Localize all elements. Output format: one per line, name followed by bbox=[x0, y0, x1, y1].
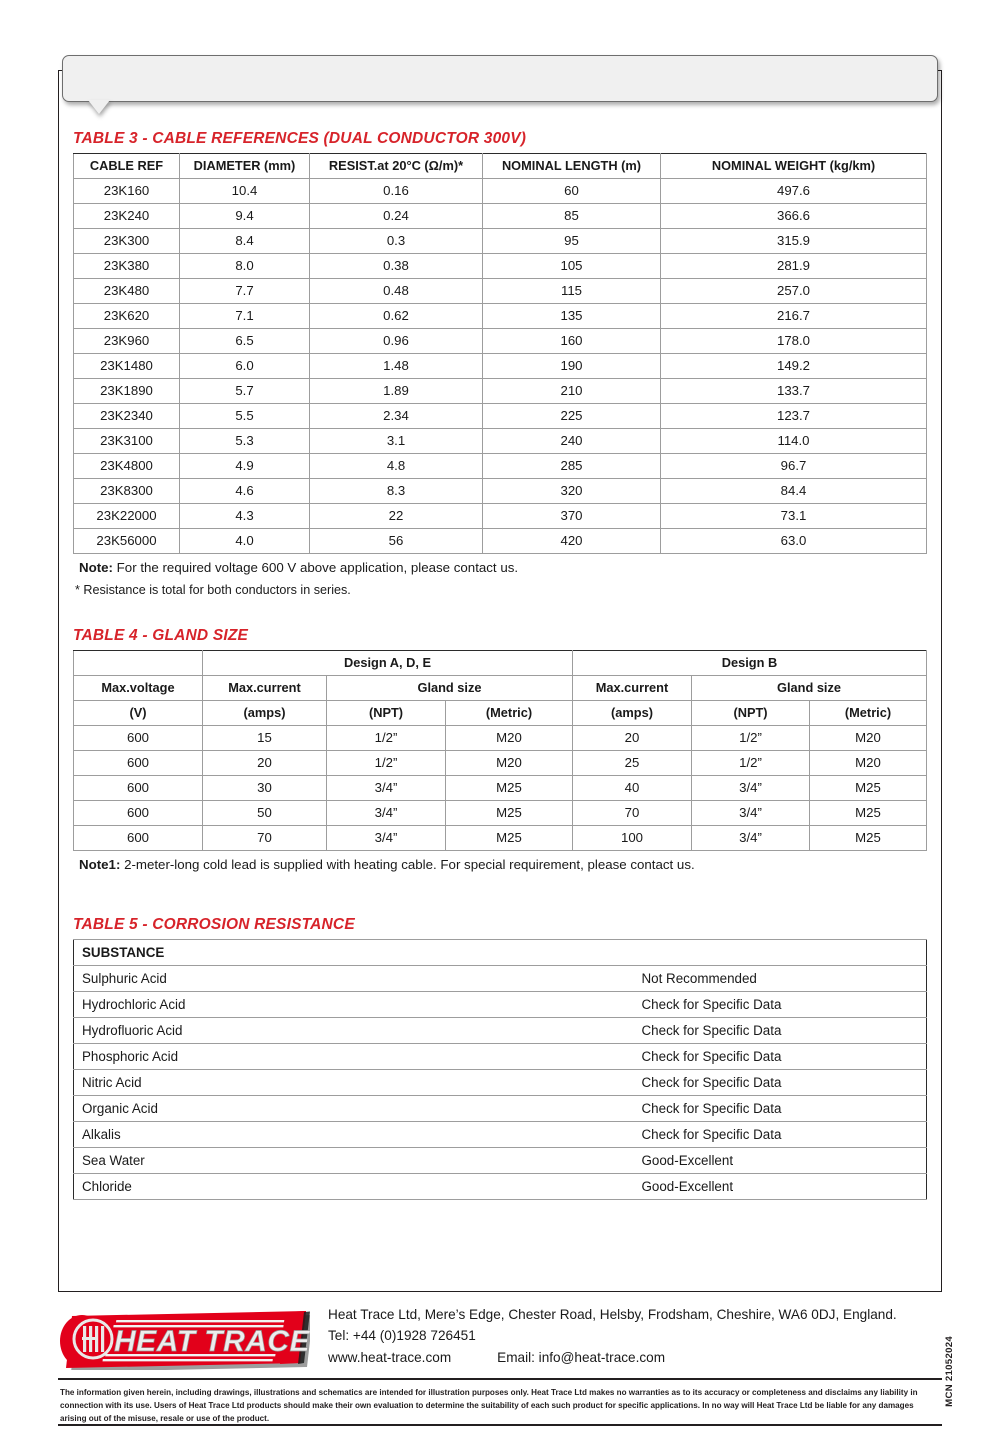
table4-note bbox=[73, 857, 926, 872]
table4-gland-size bbox=[73, 650, 927, 851]
table4-cell: M25 bbox=[446, 801, 573, 826]
table3-cell: 135 bbox=[483, 304, 661, 329]
table4-cell: 1/2” bbox=[327, 726, 446, 751]
table-row bbox=[74, 1018, 927, 1044]
table-row bbox=[74, 801, 927, 826]
table3-cell: 6.0 bbox=[180, 354, 310, 379]
table5-resistance-cell: Not Recommended bbox=[634, 966, 927, 992]
table4-cell: 1/2” bbox=[692, 751, 810, 776]
table5-substance-cell: Sulphuric Acid bbox=[74, 966, 634, 992]
table3-cell: 23K240 bbox=[74, 204, 180, 229]
table5-substance-cell: Phosphoric Acid bbox=[74, 1044, 634, 1070]
table4-cell: 3/4” bbox=[692, 776, 810, 801]
table3-cell: 105 bbox=[483, 254, 661, 279]
company-address-block bbox=[328, 1304, 988, 1368]
table4-cell: 600 bbox=[74, 751, 203, 776]
table4-cell: M25 bbox=[446, 826, 573, 851]
table3-cell: 23K1890 bbox=[74, 379, 180, 404]
table3-cell: 216.7 bbox=[661, 304, 927, 329]
table4-cell: M20 bbox=[810, 751, 927, 776]
table-row bbox=[74, 1174, 927, 1200]
table3-cell: 257.0 bbox=[661, 279, 927, 304]
table4-cell: 30 bbox=[203, 776, 327, 801]
footer-divider-top bbox=[58, 1378, 942, 1380]
table5-header-row bbox=[74, 940, 927, 966]
table4-unit-row bbox=[74, 701, 927, 726]
table3-cell: 0.96 bbox=[310, 329, 483, 354]
table3-cell: 22 bbox=[310, 504, 483, 529]
table3-cell: 7.1 bbox=[180, 304, 310, 329]
table3-cell: 366.6 bbox=[661, 204, 927, 229]
table3-cell: 1.48 bbox=[310, 354, 483, 379]
table3-cell: 63.0 bbox=[661, 529, 927, 554]
table-row bbox=[74, 429, 927, 454]
table5-resistance-cell: Check for Specific Data bbox=[634, 1044, 927, 1070]
table4-cell: M20 bbox=[446, 751, 573, 776]
table3-cell: 96.7 bbox=[661, 454, 927, 479]
table3-cell: 285 bbox=[483, 454, 661, 479]
table4-cell: 600 bbox=[74, 726, 203, 751]
table4-cell: 600 bbox=[74, 826, 203, 851]
table3-cell: 370 bbox=[483, 504, 661, 529]
table4-unit-cell: (NPT) bbox=[327, 701, 446, 726]
table4-group-blank bbox=[74, 651, 203, 676]
table4-note-label: Note1: bbox=[79, 857, 121, 872]
table3-cell: 23K620 bbox=[74, 304, 180, 329]
table-row bbox=[74, 329, 927, 354]
table-row bbox=[74, 379, 927, 404]
table3-cell: 6.5 bbox=[180, 329, 310, 354]
table4-cell: 70 bbox=[573, 801, 692, 826]
table3-title: TABLE 3 - CABLE REFERENCES (DUAL CONDUCTOR 300V) bbox=[73, 130, 527, 147]
table3-header-row bbox=[74, 154, 927, 179]
table3-cell: 23K480 bbox=[74, 279, 180, 304]
table4-cell: 20 bbox=[203, 751, 327, 776]
table3-cell: 23K300 bbox=[74, 229, 180, 254]
table3-cell: 23K2340 bbox=[74, 404, 180, 429]
table4-unit-cell: (NPT) bbox=[692, 701, 810, 726]
table5-substance-cell: Organic Acid bbox=[74, 1096, 634, 1122]
table-row bbox=[74, 354, 927, 379]
table3-cell: 4.9 bbox=[180, 454, 310, 479]
table-row bbox=[74, 1070, 927, 1096]
table3-cell: 133.7 bbox=[661, 379, 927, 404]
table3-cell: 23K160 bbox=[74, 179, 180, 204]
table3-cell: 420 bbox=[483, 529, 661, 554]
table3-cell: 190 bbox=[483, 354, 661, 379]
table5-corrosion-resistance bbox=[73, 939, 927, 1200]
table4-cell: 20 bbox=[573, 726, 692, 751]
table4-cell: 1/2” bbox=[692, 726, 810, 751]
table-row bbox=[74, 504, 927, 529]
table3-cell: 240 bbox=[483, 429, 661, 454]
table3-cell: 1.89 bbox=[310, 379, 483, 404]
table4-cell: 600 bbox=[74, 801, 203, 826]
table5-substance-cell: Chloride bbox=[74, 1174, 634, 1200]
document-code: MCN 21052024 bbox=[944, 1336, 955, 1407]
table4-cell: 3/4” bbox=[692, 826, 810, 851]
document-content bbox=[73, 130, 926, 1200]
table3-note-label: Note: bbox=[79, 560, 113, 575]
table3-cell: 320 bbox=[483, 479, 661, 504]
heat-trace-logo-wordmark: HEAT TRACE bbox=[114, 1325, 310, 1358]
table3-cell: 0.48 bbox=[310, 279, 483, 304]
table3-body bbox=[74, 179, 927, 554]
table-row bbox=[74, 1044, 927, 1070]
table5-resistance-cell: Check for Specific Data bbox=[634, 992, 927, 1018]
table-row bbox=[74, 479, 927, 504]
table3-cell: 0.16 bbox=[310, 179, 483, 204]
table3-cell: 3.1 bbox=[310, 429, 483, 454]
table4-sub-gland-size-b: Gland size bbox=[692, 676, 927, 701]
table3-cell: 5.5 bbox=[180, 404, 310, 429]
table3-cell: 23K56000 bbox=[74, 529, 180, 554]
table5-resistance-cell: Good-Excellent bbox=[634, 1174, 927, 1200]
table3-cell: 23K960 bbox=[74, 329, 180, 354]
table4-subheader-row bbox=[74, 676, 927, 701]
table4-cell: 1/2” bbox=[327, 751, 446, 776]
table3-footnote: * Resistance is total for both conductors in series. bbox=[75, 583, 351, 597]
table-row bbox=[74, 254, 927, 279]
table-row bbox=[74, 1122, 927, 1148]
table5-resistance-cell: Good-Excellent bbox=[634, 1148, 927, 1174]
heat-trace-logo bbox=[58, 1308, 310, 1370]
table3-cell: 4.8 bbox=[310, 454, 483, 479]
table3-cell: 95 bbox=[483, 229, 661, 254]
table3-cable-references bbox=[73, 153, 927, 554]
table3-cell: 60 bbox=[483, 179, 661, 204]
table-row bbox=[74, 776, 927, 801]
table3-cell: 115 bbox=[483, 279, 661, 304]
table-row bbox=[74, 279, 927, 304]
table4-cell: 40 bbox=[573, 776, 692, 801]
table4-cell: 50 bbox=[203, 801, 327, 826]
heat-trace-logo-icon bbox=[58, 1308, 310, 1370]
table4-unit-cell: (Metric) bbox=[810, 701, 927, 726]
table3-header-cell: NOMINAL WEIGHT (kg/km) bbox=[661, 154, 927, 179]
table-row bbox=[74, 229, 927, 254]
table3-cell: 73.1 bbox=[661, 504, 927, 529]
table4-sub-max-current-a: Max.current bbox=[203, 676, 327, 701]
table4-unit-cell: (Metric) bbox=[446, 701, 573, 726]
table3-cell: 10.4 bbox=[180, 179, 310, 204]
table3-note-text: For the required voltage 600 V above application, please contact us. bbox=[112, 560, 519, 575]
table3-cell: 23K4800 bbox=[74, 454, 180, 479]
table-row bbox=[74, 204, 927, 229]
table-row bbox=[74, 1148, 927, 1174]
table3-cell: 225 bbox=[483, 404, 661, 429]
table3-cell: 315.9 bbox=[661, 229, 927, 254]
table4-sub-max-voltage: Max.voltage bbox=[74, 676, 203, 701]
table4-group-design-ade: Design A, D, E bbox=[203, 651, 573, 676]
table5-body bbox=[74, 966, 927, 1200]
table3-header-cell: NOMINAL LENGTH (m) bbox=[483, 154, 661, 179]
table5-substance-cell: Hydrochloric Acid bbox=[74, 992, 634, 1018]
table-row bbox=[74, 179, 927, 204]
table3-cell: 56 bbox=[310, 529, 483, 554]
table5-title: TABLE 5 - CORROSION RESISTANCE bbox=[73, 916, 355, 933]
table5-substance-cell: Nitric Acid bbox=[74, 1070, 634, 1096]
table4-group-row bbox=[74, 651, 927, 676]
company-email[interactable]: Email: info@heat-trace.com bbox=[497, 1349, 666, 1365]
table-row bbox=[74, 992, 927, 1018]
company-telephone: Tel: +44 (0)1928 726451 bbox=[328, 1328, 476, 1344]
company-address-line: Heat Trace Ltd, Mere’s Edge, Chester Road, Helsby, Frodsham, Cheshire, WA6 0DJ, England. bbox=[328, 1307, 897, 1322]
table4-sub-max-current-b: Max.current bbox=[573, 676, 692, 701]
banner-pointer-icon bbox=[88, 100, 110, 114]
table3-cell: 281.9 bbox=[661, 254, 927, 279]
table4-cell: M20 bbox=[446, 726, 573, 751]
table3-cell: 0.38 bbox=[310, 254, 483, 279]
table3-cell: 8.3 bbox=[310, 479, 483, 504]
table5-substance-cell: Sea Water bbox=[74, 1148, 634, 1174]
table-row bbox=[74, 826, 927, 851]
table3-header-cell: CABLE REF bbox=[74, 154, 180, 179]
table3-cell: 8.4 bbox=[180, 229, 310, 254]
table3-cell: 84.4 bbox=[661, 479, 927, 504]
table4-cell: M25 bbox=[446, 776, 573, 801]
table3-cell: 23K8300 bbox=[74, 479, 180, 504]
table3-cell: 160 bbox=[483, 329, 661, 354]
table3-cell: 23K1480 bbox=[74, 354, 180, 379]
table5-resistance-cell: Check for Specific Data bbox=[634, 1122, 927, 1148]
table3-cell: 497.6 bbox=[661, 179, 927, 204]
table4-cell: M25 bbox=[810, 826, 927, 851]
table-row bbox=[74, 304, 927, 329]
table4-body bbox=[74, 726, 927, 851]
table3-cell: 123.7 bbox=[661, 404, 927, 429]
table3-cell: 4.0 bbox=[180, 529, 310, 554]
table4-sub-gland-size-a: Gland size bbox=[327, 676, 573, 701]
table3-note bbox=[73, 560, 926, 575]
table-row bbox=[74, 1096, 927, 1122]
table4-cell: 15 bbox=[203, 726, 327, 751]
table4-cell: 3/4” bbox=[327, 826, 446, 851]
table3-cell: 7.7 bbox=[180, 279, 310, 304]
table4-note-text: 2-meter-long cold lead is supplied with heating cable. For special requirement, please contact us. bbox=[120, 857, 695, 872]
table5-header-substance: SUBSTANCE bbox=[74, 940, 927, 966]
table4-cell: 600 bbox=[74, 776, 203, 801]
table4-cell: 70 bbox=[203, 826, 327, 851]
table3-cell: 23K22000 bbox=[74, 504, 180, 529]
table-row bbox=[74, 404, 927, 429]
table4-cell: 100 bbox=[573, 826, 692, 851]
table4-unit-cell: (V) bbox=[74, 701, 203, 726]
footer-divider-bottom bbox=[58, 1424, 942, 1426]
table4-cell: 25 bbox=[573, 751, 692, 776]
company-website[interactable]: www.heat-trace.com bbox=[328, 1349, 452, 1365]
table-row bbox=[74, 726, 927, 751]
table4-cell: M25 bbox=[810, 776, 927, 801]
table4-group-design-b: Design B bbox=[573, 651, 927, 676]
table4-cell: M25 bbox=[810, 801, 927, 826]
table-row bbox=[74, 529, 927, 554]
table3-cell: 5.7 bbox=[180, 379, 310, 404]
table3-cell: 178.0 bbox=[661, 329, 927, 354]
table4-cell: 3/4” bbox=[327, 776, 446, 801]
table3-cell: 0.3 bbox=[310, 229, 483, 254]
table-row bbox=[74, 966, 927, 992]
table5-resistance-cell: Check for Specific Data bbox=[634, 1018, 927, 1044]
table3-cell: 0.62 bbox=[310, 304, 483, 329]
table3-cell: 4.6 bbox=[180, 479, 310, 504]
table4-cell: 3/4” bbox=[327, 801, 446, 826]
legal-disclaimer: The information given herein, including drawings, illustrations and schematics are intended for illustration purposes only. Heat Trace Ltd makes no warranties as to its accuracy or completeness and disclaims any liability in connection with its use. Users of Heat Trace Ltd products should make their own evaluation to determine the suitability of each such product for specific applications. In no way will Heat Trace Ltd be liable for any damages arising out of the misuse, resale or use of the product. bbox=[60, 1388, 918, 1424]
table5-substance-cell: Alkalis bbox=[74, 1122, 634, 1148]
table-row bbox=[74, 751, 927, 776]
table4-unit-cell: (amps) bbox=[573, 701, 692, 726]
top-banner bbox=[62, 55, 938, 102]
table3-cell: 210 bbox=[483, 379, 661, 404]
table3-header-cell: DIAMETER (mm) bbox=[180, 154, 310, 179]
table3-cell: 85 bbox=[483, 204, 661, 229]
table3-cell: 23K380 bbox=[74, 254, 180, 279]
table3-cell: 8.0 bbox=[180, 254, 310, 279]
table5-resistance-cell: Check for Specific Data bbox=[634, 1070, 927, 1096]
table5-resistance-cell: Check for Specific Data bbox=[634, 1096, 927, 1122]
table3-cell: 149.2 bbox=[661, 354, 927, 379]
table3-cell: 2.34 bbox=[310, 404, 483, 429]
table3-cell: 0.24 bbox=[310, 204, 483, 229]
table3-cell: 23K3100 bbox=[74, 429, 180, 454]
table4-cell: M20 bbox=[810, 726, 927, 751]
table3-cell: 4.3 bbox=[180, 504, 310, 529]
table4-cell: 3/4” bbox=[692, 801, 810, 826]
table3-header-cell: RESIST.at 20°C (Ω/m)* bbox=[310, 154, 483, 179]
table-row bbox=[74, 454, 927, 479]
table4-title: TABLE 4 - GLAND SIZE bbox=[73, 627, 249, 644]
table3-cell: 5.3 bbox=[180, 429, 310, 454]
table3-cell: 9.4 bbox=[180, 204, 310, 229]
table3-cell: 114.0 bbox=[661, 429, 927, 454]
table4-unit-cell: (amps) bbox=[203, 701, 327, 726]
table5-substance-cell: Hydrofluoric Acid bbox=[74, 1018, 634, 1044]
